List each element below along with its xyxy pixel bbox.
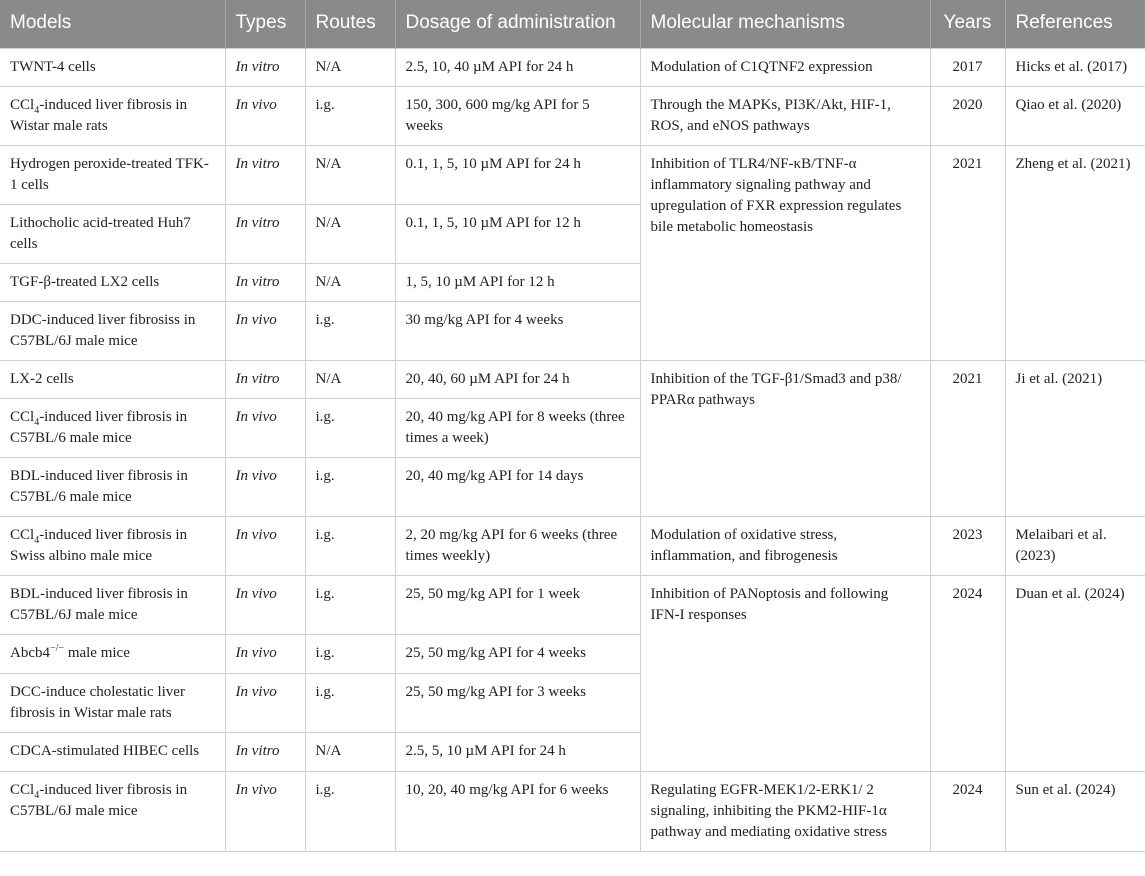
cell-year: 2024 bbox=[930, 575, 1005, 771]
table-row bbox=[0, 145, 1145, 204]
cell-mechanism: Inhibition of PANoptosis and following IFN-I responses bbox=[640, 575, 930, 771]
cell-dosage: 0.1, 1, 5, 10 µM API for 12 h bbox=[395, 204, 640, 263]
cell-year: 2023 bbox=[930, 516, 1005, 575]
model-subscript: 4 bbox=[34, 789, 40, 801]
cell-model bbox=[0, 771, 225, 851]
cell-model bbox=[0, 398, 225, 457]
cell-reference: Melaibari et al. (2023) bbox=[1005, 516, 1145, 575]
cell-type: In vivo bbox=[225, 457, 305, 516]
cell-reference: Duan et al. (2024) bbox=[1005, 575, 1145, 771]
cell-type: In vivo bbox=[225, 673, 305, 732]
cell-model: BDL-induced liver fibrosis in C57BL/6J male mice bbox=[0, 575, 225, 634]
cell-type: In vivo bbox=[225, 771, 305, 851]
cell-dosage: 0.1, 1, 5, 10 µM API for 24 h bbox=[395, 145, 640, 204]
cell-dosage: 20, 40 mg/kg API for 14 days bbox=[395, 457, 640, 516]
cell-route: i.g. bbox=[305, 398, 395, 457]
cell-mechanism: Inhibition of TLR4/NF-κB/TNF-α inflammatory signaling pathway and upregulation of FXR expression regulates bile metabolic homeostasis bbox=[640, 145, 930, 360]
cell-type: In vitro bbox=[225, 360, 305, 398]
cell-route: i.g. bbox=[305, 457, 395, 516]
cell-dosage: 2.5, 5, 10 µM API for 24 h bbox=[395, 732, 640, 771]
cell-dosage: 25, 50 mg/kg API for 1 week bbox=[395, 575, 640, 634]
cell-type: In vitro bbox=[225, 732, 305, 771]
model-subscript: 4 bbox=[34, 104, 40, 116]
header-references: References bbox=[1005, 0, 1145, 48]
cell-reference: Ji et al. (2021) bbox=[1005, 360, 1145, 516]
cell-year: 2021 bbox=[930, 145, 1005, 360]
header-dosage: Dosage of administration bbox=[395, 0, 640, 48]
cell-dosage: 25, 50 mg/kg API for 3 weeks bbox=[395, 673, 640, 732]
cell-year: 2024 bbox=[930, 771, 1005, 851]
cell-route: N/A bbox=[305, 360, 395, 398]
model-superscript: −/− bbox=[50, 642, 65, 654]
cell-type: In vivo bbox=[225, 86, 305, 145]
header-routes: Routes bbox=[305, 0, 395, 48]
cell-route: i.g. bbox=[305, 673, 395, 732]
cell-mechanism: Modulation of C1QTNF2 expression bbox=[640, 48, 930, 86]
cell-dosage: 2.5, 10, 40 µM API for 24 h bbox=[395, 48, 640, 86]
cell-model bbox=[0, 86, 225, 145]
cell-type: In vivo bbox=[225, 398, 305, 457]
cell-reference: Qiao et al. (2020) bbox=[1005, 86, 1145, 145]
table-row bbox=[0, 48, 1145, 86]
table-row bbox=[0, 575, 1145, 634]
cell-model: LX-2 cells bbox=[0, 360, 225, 398]
cell-mechanism: Through the MAPKs, PI3K/Akt, HIF-1, ROS, and eNOS pathways bbox=[640, 86, 930, 145]
cell-route: i.g. bbox=[305, 575, 395, 634]
cell-model: DCC-induce cholestatic liver fibrosis in Wistar male rats bbox=[0, 673, 225, 732]
cell-route: N/A bbox=[305, 732, 395, 771]
cell-dosage: 2, 20 mg/kg API for 6 weeks (three times weekly) bbox=[395, 516, 640, 575]
cell-type: In vivo bbox=[225, 575, 305, 634]
cell-dosage: 30 mg/kg API for 4 weeks bbox=[395, 301, 640, 360]
cell-model: Hydrogen peroxide-treated TFK-1 cells bbox=[0, 145, 225, 204]
cell-dosage: 1, 5, 10 µM API for 12 h bbox=[395, 263, 640, 301]
cell-model bbox=[0, 516, 225, 575]
cell-route: i.g. bbox=[305, 301, 395, 360]
cell-type: In vivo bbox=[225, 516, 305, 575]
header-types: Types bbox=[225, 0, 305, 48]
cell-model: DDC-induced liver fibrosiss in C57BL/6J male mice bbox=[0, 301, 225, 360]
cell-type: In vitro bbox=[225, 48, 305, 86]
model-text: -induced liver fibrosis in Swiss albino male mice bbox=[10, 526, 188, 564]
cell-year: 2021 bbox=[930, 360, 1005, 516]
cell-reference: Sun et al. (2024) bbox=[1005, 771, 1145, 851]
table-row bbox=[0, 360, 1145, 398]
table-row bbox=[0, 86, 1145, 145]
model-text: -induced liver fibrosis in Wistar male rats bbox=[10, 96, 188, 134]
table-row bbox=[0, 771, 1145, 851]
model-text: CCl bbox=[10, 781, 35, 798]
model-text: CCl bbox=[10, 96, 35, 113]
model-text: -induced liver fibrosis in C57BL/6J male mice bbox=[10, 781, 188, 819]
header-row bbox=[0, 0, 1145, 48]
cell-mechanism: Modulation of oxidative stress, inflammation, and fibrogenesis bbox=[640, 516, 930, 575]
cell-route: i.g. bbox=[305, 86, 395, 145]
table-row bbox=[0, 516, 1145, 575]
cell-type: In vitro bbox=[225, 145, 305, 204]
header-models: Models bbox=[0, 0, 225, 48]
cell-mechanism: Regulating EGFR-MEK1/2-ERK1/ 2 signaling, inhibiting the PKM2-HIF-1α pathway and mediating oxidative stress bbox=[640, 771, 930, 851]
cell-dosage: 20, 40, 60 µM API for 24 h bbox=[395, 360, 640, 398]
model-text: -induced liver fibrosis in C57BL/6 male mice bbox=[10, 408, 188, 446]
cell-dosage: 150, 300, 600 mg/kg API for 5 weeks bbox=[395, 86, 640, 145]
cell-year: 2020 bbox=[930, 86, 1005, 145]
model-text: Abcb4 bbox=[10, 644, 50, 661]
cell-dosage: 10, 20, 40 mg/kg API for 6 weeks bbox=[395, 771, 640, 851]
cell-model: TWNT-4 cells bbox=[0, 48, 225, 86]
cell-mechanism: Inhibition of the TGF-β1/Smad3 and p38/ PPARα pathways bbox=[640, 360, 930, 516]
model-subscript: 4 bbox=[34, 416, 40, 428]
cell-model: BDL-induced liver fibrosis in C57BL/6 male mice bbox=[0, 457, 225, 516]
model-subscript: 4 bbox=[34, 534, 40, 546]
cell-model: Lithocholic acid-treated Huh7 cells bbox=[0, 204, 225, 263]
cell-dosage: 25, 50 mg/kg API for 4 weeks bbox=[395, 634, 640, 673]
cell-route: N/A bbox=[305, 48, 395, 86]
cell-route: N/A bbox=[305, 204, 395, 263]
cell-year: 2017 bbox=[930, 48, 1005, 86]
header-years: Years bbox=[930, 0, 1005, 48]
header-mechanisms: Molecular mechanisms bbox=[640, 0, 930, 48]
cell-route: N/A bbox=[305, 145, 395, 204]
model-text: CCl bbox=[10, 408, 35, 425]
cell-dosage: 20, 40 mg/kg API for 8 weeks (three times a week) bbox=[395, 398, 640, 457]
cell-model: CDCA-stimulated HIBEC cells bbox=[0, 732, 225, 771]
cell-type: In vitro bbox=[225, 204, 305, 263]
cell-reference: Zheng et al. (2021) bbox=[1005, 145, 1145, 360]
cell-reference: Hicks et al. (2017) bbox=[1005, 48, 1145, 86]
cell-route: i.g. bbox=[305, 516, 395, 575]
cell-route: N/A bbox=[305, 263, 395, 301]
model-text: male mice bbox=[64, 644, 130, 661]
cell-route: i.g. bbox=[305, 771, 395, 851]
cell-model bbox=[0, 634, 225, 673]
model-text: CCl bbox=[10, 526, 35, 543]
cell-type: In vitro bbox=[225, 263, 305, 301]
cell-route: i.g. bbox=[305, 634, 395, 673]
cell-type: In vivo bbox=[225, 301, 305, 360]
cell-type: In vivo bbox=[225, 634, 305, 673]
cell-model: TGF-β-treated LX2 cells bbox=[0, 263, 225, 301]
